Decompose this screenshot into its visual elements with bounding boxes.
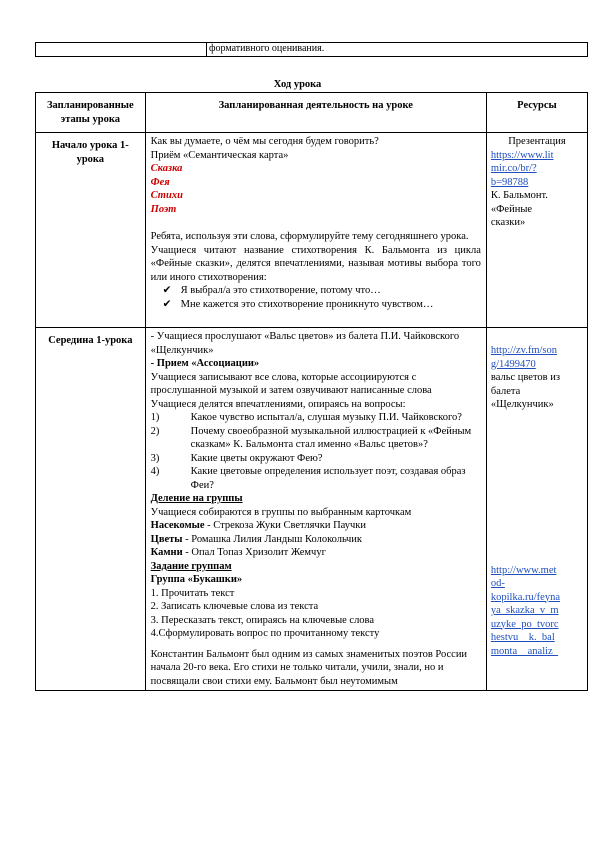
technique-name: Приём «Семантическая карта»: [150, 149, 289, 161]
resource-desc: балета: [490, 385, 521, 397]
question-item: 4) Какие цветовые определения использует поэт, создавая образ Феи?: [150, 466, 466, 491]
reading-text: Константин Бальмонт был одним из самых знаменитых поэтов России начала 20-го века. Его стихи не только читали, учили, знали, но и посвящали свои стихи ему. Бальмонт был неутомимым: [150, 648, 468, 687]
task-text: Ребята, используя эти слова, сформулируйте тему сегодняшнего урока.: [150, 231, 469, 242]
resource-desc: «Щелкунчик»: [490, 399, 554, 410]
group-card: Цветы - Ромашка Лилия Ландыш Колокольчик: [150, 533, 362, 545]
activity-start: [145, 133, 486, 328]
header-resources: Ресурсы: [486, 93, 587, 133]
resource-label: Презентация: [508, 136, 566, 147]
keyword: Стихи: [150, 190, 183, 201]
step-item: 1. Прочитать текст: [150, 587, 235, 599]
group-name: Группа «Букашки»: [150, 574, 243, 585]
group-card: Камни - Опал Топаз Хризолит Жемчуг: [150, 547, 326, 558]
instruction-text: Учащиеся читают название стихотворения К. Бальмонта из цикла «Фейные сказки», делятся впечатлениями, называя мотивы выбора того или иного стихотворения:: [150, 244, 481, 283]
division-text: Учащиеся собираются в группы по выбранным карточкам: [150, 506, 412, 518]
step-item: 4.Сформулировать вопрос по прочитанному тексту: [150, 628, 380, 639]
check-item: ✔ Мне кажется это стихотворение проникнуто чувством…: [162, 298, 434, 310]
lesson-row-middle: [36, 328, 588, 691]
assignment-title: Задание группам: [150, 560, 232, 572]
keyword: Сказка: [150, 163, 183, 174]
resource-link[interactable]: https://www.lit: [490, 149, 554, 161]
resource-link[interactable]: ya_skazka_v_m: [490, 605, 559, 616]
resource-link[interactable]: od-: [490, 578, 505, 589]
resource-link[interactable]: http://zv.fm/son: [490, 345, 557, 356]
resource-link[interactable]: uzyke_po_tvorc: [490, 618, 559, 630]
resource-link[interactable]: monta__analiz_: [490, 645, 558, 657]
checkmark-icon: ✔: [162, 285, 172, 296]
step-item: 3. Пересказать текст, опираясь на ключевые слова: [150, 614, 375, 626]
stage-start: Начало урока 1-урока: [36, 133, 146, 328]
lesson-row-start: [36, 133, 588, 328]
resource-link[interactable]: kopilka.ru/feyna: [490, 591, 560, 603]
resource-link[interactable]: g/1499470: [490, 358, 536, 370]
lesson-plan-table: [35, 92, 588, 691]
resources-middle: [486, 328, 587, 691]
opening-question: Как вы думаете, о чём мы сегодня будем говорить?: [150, 136, 379, 147]
header-stages: Запланированные этапы урока: [36, 93, 146, 133]
resource-link[interactable]: mir.co/br/?: [490, 163, 537, 174]
resource-link[interactable]: hestvu__k._bal: [490, 632, 555, 643]
division-title: Деление на группы: [150, 493, 243, 504]
resources-start: [486, 133, 587, 328]
top-cell-text: формативного оценивания.: [207, 43, 588, 57]
assessment-table-fragment: [35, 42, 588, 57]
keyword: Поэт: [150, 203, 177, 215]
section-title: Ход урока: [273, 79, 322, 90]
header-activity: Запланированная деятельность на уроке: [145, 93, 486, 133]
stage-middle: Середина 1-урока: [36, 328, 146, 691]
resource-title: сказки»: [490, 217, 526, 228]
header-row: [36, 93, 588, 133]
step-item: 2. Записать ключевые слова из текста: [150, 601, 319, 612]
group-card: Насекомые - Стрекоза Жуки Светлячки Паучки: [150, 520, 367, 531]
question-item: 1) Какое чувство испытал/а, слушая музыку П.И. Чайковского?: [150, 412, 462, 423]
checkmark-icon: ✔: [162, 298, 172, 310]
resource-link[interactable]: http://www.met: [490, 564, 557, 576]
check-item: ✔ Я выбрал/а это стихотворение, потому что…: [162, 285, 381, 296]
technique-name: - Прием «Ассоциации»: [150, 358, 260, 369]
activity-middle: [145, 328, 486, 691]
keyword: Фея: [150, 176, 170, 188]
question-item: 2) Почему своеобразной музыкальной иллюстрацией к «Фейным сказкам» К. Бальмонта стал именно «Вальс цветов»?: [150, 425, 472, 450]
associations-text: Учащиеся записывают все слова, которые ассоциируются с прослушанной музыкой и затем озвучивают написанные слова: [150, 371, 432, 396]
top-cell-empty: [36, 43, 207, 57]
resource-author: К. Бальмонт.: [490, 190, 548, 201]
resource-desc: вальс цветов из: [490, 372, 561, 383]
resource-title: «Фейные: [490, 203, 533, 215]
resource-link[interactable]: b=98788: [490, 176, 529, 188]
impressions-text: Учащиеся делятся впечатлениями, опираясь на вопросы:: [150, 398, 406, 410]
listening-task: - Учащиеся прослушают «Вальс цветов» из балета П.И. Чайковского «Щелкунчик»: [150, 331, 460, 356]
question-item: 3) Какие цветы окружают Фею?: [150, 452, 323, 464]
